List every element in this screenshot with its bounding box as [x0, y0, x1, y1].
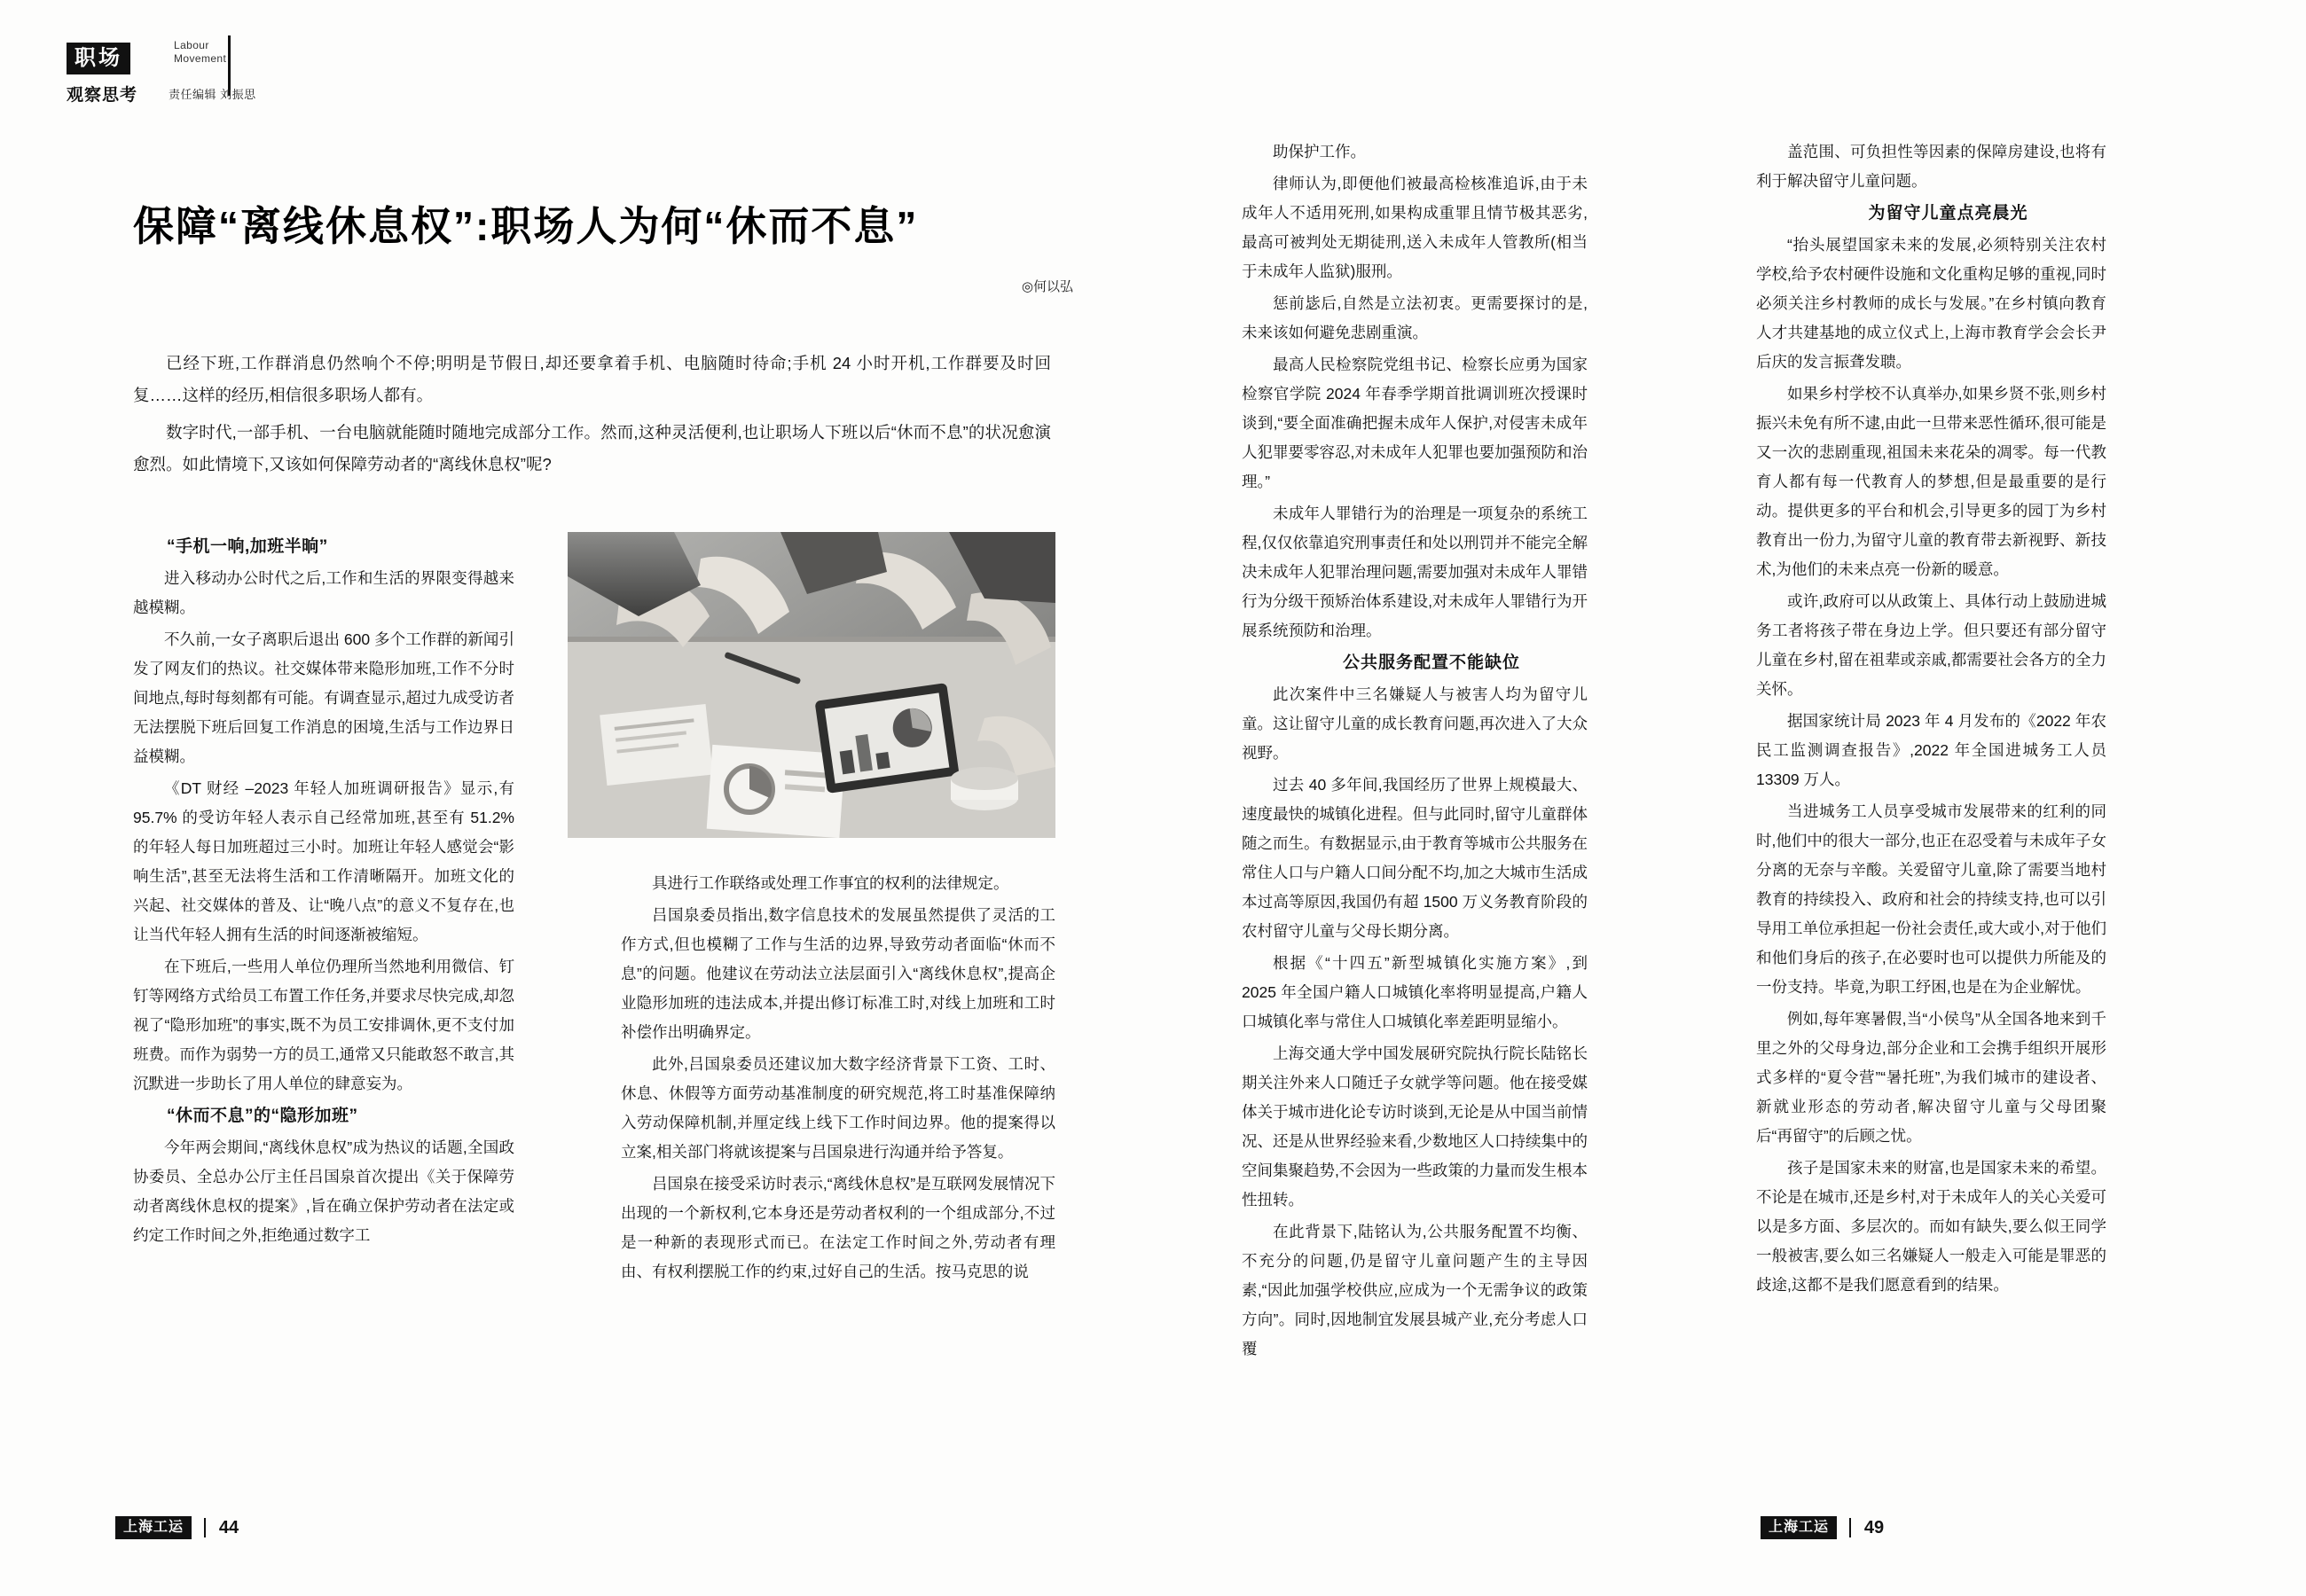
section-tag [67, 43, 130, 74]
body-paragraph: 上海交通大学中国发展研究院执行院长陆铭长期关注外来人口随迁子女就学等问题。他在接受媒体关于城市进化论专访时谈到,无论是从中国当前情况、还是从世界经验来看,少数地区人口持续集中的空间集聚趋势,不会因为一些政策的力量而发生根本性扭转。 [1242, 1044, 1588, 1209]
left-column-1 [133, 532, 514, 1253]
left-column-2 [621, 869, 1055, 1289]
body-paragraph: 当进城务工人员享受城市发展带来的红利的同时,他们中的很大一部分,也正在忍受着与未成年子女分离的无奈与辛酸。关爱留守儿童,除了需要当地村教育的持续投入、政府和社会的持续支持,也可以引导用工单位承担起一份社会责任,或大或小,对于他们和他们身后的孩子,在必要时也可以提供力所能及的一份支持。毕竟,为职工纾困,也是在为企业解忧。 [1756, 802, 2106, 996]
lead-paragraphs [133, 348, 1051, 486]
footer-divider [204, 1518, 206, 1537]
publication-logo: 上海工运 [115, 1516, 192, 1539]
body-paragraph: 盖范围、可负担性等因素的保障房建设,也将有利于解决留守儿童问题。 [1756, 143, 2106, 190]
body-paragraph: 具进行工作联络或处理工作事宜的权利的法律规定。 [652, 874, 1009, 892]
body-paragraph: 此外,吕国泉委员还建议加大数字经济背景下工资、工时、休息、休假等方面劳动基准制度的研究规范,将工时基准保障纳入劳动保障机制,并厘定线上线下工作时间边界。他的提案得以立案,相关部门将就该提案与吕国泉进行沟通并给予答复。 [621, 1055, 1055, 1161]
page-number: 44 [218, 1517, 239, 1537]
body-paragraph: 或许,政府可以从政策上、具体行动上鼓励进城务工者将孩子带在身边上学。但只要还有部分留守儿童在乡村,留在祖辈或亲戚,都需要社会各方的全力关怀。 [1756, 592, 2106, 698]
footer-left [115, 1516, 239, 1543]
section-tag-english [174, 39, 226, 66]
body-paragraph: 不久前,一女子离职后退出 600 多个工作群的新闻引发了网友们的热议。社交媒体带来隐形加班,工作不分时间地点,每时每刻都有可能。有调查显示,超过九成受访者无法摆脱下班后回复工作消息的困境,生活与工作边界日益模糊。 [133, 630, 514, 765]
section-tag-label: 职场 [75, 46, 122, 70]
footer-right [1761, 1516, 1884, 1543]
article-photo [568, 532, 1055, 838]
body-paragraph: 吕国泉委员指出,数字信息技术的发展虽然提供了灵活的工作方式,但也模糊了工作与生活的边界,导致劳动者面临“休而不息”的问题。他建议在劳动法立法层面引入“离线休息权”,提高企业隐形加班的违法成本,并提出修订标准工时,对线上加班和工时补偿作出明确界定。 [621, 906, 1055, 1041]
body-paragraph: 未成年人罪错行为的治理是一项复杂的系统工程,仅仅依靠追究刑事责任和处以刑罚并不能完全解决未成年人犯罪治理问题,需要加强对未成年人罪错行为分级干预矫治体系建设,对未成年人罪错行为开展系统预防和治理。 [1242, 505, 1588, 639]
section-tag-english-line1: Labour [174, 39, 209, 51]
subheading: 为留守儿童点亮晨光 [1868, 204, 2028, 223]
body-paragraph: 助保护工作。 [1273, 143, 1366, 160]
page-number: 49 [1863, 1517, 1885, 1537]
subheading: “手机一响,加班半晌” [167, 537, 328, 556]
section-subtitle: 观察思考 [67, 86, 138, 105]
body-paragraph: 孩子是国家未来的财富,也是国家未来的希望。不论是在城市,还是乡村,对于未成年人的关心关爱可以是多方面、多层次的。而如有缺失,要么似王同学一般被害,要么如三名嫌疑人一般走入可能是罪恶的歧途,这都不是我们愿意看到的结果。 [1756, 1159, 2106, 1294]
footer-divider [1849, 1518, 1851, 1537]
body-paragraph: 吕国泉在接受采访时表示,“离线休息权”是互联网发展情况下出现的一个新权利,它本身还是劳动者权利的一个组成部分,不过是一种新的表现形式而已。在法定工作时间之外,劳动者有理由、有权利摆脱工作的约束,过好自己的生活。按马克思的说 [621, 1175, 1055, 1280]
body-paragraph: 例如,每年寒暑假,当“小侯鸟”从全国各地来到千里之外的父母身边,部分企业和工会携手组织开展形式多样的“夏令营”“暑托班”,为我们城市的建设者、新就业形态的劳动者,解决留守儿童与父母团聚后“再留守”的后顾之忧。 [1756, 1010, 2106, 1145]
body-paragraph: 今年两会期间,“离线休息权”成为热议的话题,全国政协委员、全总办公厅主任吕国泉首次提出《关于保障劳动者离线休息权的提案》,旨在确立保护劳动者在法定或约定工作时间之外,拒绝通过数字工 [133, 1138, 514, 1244]
body-paragraph: 进入移动办公时代之后,工作和生活的界限变得越来越模糊。 [133, 569, 514, 616]
body-paragraph: 《DT 财经 –2023 年轻人加班调研报告》显示,有 95.7% 的受访年轻人表示自己经常加班,甚至有 51.2% 的年轻人每日加班超过三小时。加班让年轻人感觉会“影响生活”,甚至无法将生活和工作清晰隔开。加班文化的兴起、社交媒体的普及、让“晚八点”的意义不复存在,也让当代年轻人拥有生活的时间逐渐被缩短。 [133, 779, 514, 943]
body-paragraph: “抬头展望国家未来的发展,必须特别关注农村学校,给予农村硬件设施和文化重构足够的重视,同时必须关注乡村教师的成长与发展。”在乡村镇向教育人才共建基地的成立仪式上,上海市教育学会会长尹后庆的发言振聋发聩。 [1756, 236, 2106, 371]
body-paragraph: 此次案件中三名嫌疑人与被害人均为留守儿童。这让留守儿童的成长教育问题,再次进入了大众视野。 [1242, 685, 1588, 762]
right-column-2 [1756, 137, 2106, 1303]
body-paragraph: 根据《“十四五”新型城镇化实施方案》,到 2025 年全国户籍人口城镇化率将明显提高,户籍人口城镇化率与常住人口城镇化率差距明显缩小。 [1242, 954, 1588, 1030]
body-paragraph: 在此背景下,陆铭认为,公共服务配置不均衡、不充分的问题,仍是留守儿童问题产生的主导因素,“因此加强学校供应,应成为一个无需争议的政策方向”。同时,因地制宜发展县城产业,充分考虑人口覆 [1242, 1223, 1588, 1357]
body-paragraph: 过去 40 多年间,我国经历了世界上规模最大、速度最快的城镇化进程。但与此同时,留守儿童群体随之而生。有数据显示,由于教育等城市公共服务在常住人口与户籍人口间分配不均,加之大城市生活成本过高等原因,我国仍有超 1500 万义务教育阶段的农村留守儿童与父母长期分离。 [1242, 776, 1588, 940]
body-paragraph: 在下班后,一些用人单位仍理所当然地利用微信、钉钉等网络方式给员工布置工作任务,并要求尽快完成,却忽视了“隐形加班”的事实,既不为员工安排调休,更不支付加班费。而作为弱势一方的员工,通常又只能敢怒不敢言,其沉默进一步助长了用人单位的肆意妄为。 [133, 958, 514, 1092]
subheading: “休而不息”的“隐形加班” [167, 1107, 358, 1125]
body-paragraph: 律师认为,即便他们被最高检核准追诉,由于未成年人不适用死刑,如果构成重罪且情节极其恶劣,最高可被判处无期徒刑,送入未成年人管教所(相当于未成年人监狱)服刑。 [1242, 175, 1588, 280]
byline: ◎何以弘 [1021, 279, 1073, 294]
right-column-1 [1242, 137, 1588, 1366]
publication-logo: 上海工运 [1761, 1516, 1837, 1539]
photo-illustration [568, 532, 1055, 838]
editor-credit: 责任编辑 刘振思 [169, 88, 256, 101]
body-paragraph: 最高人民检察院党组书记、检察长应勇为国家检察官学院 2024 年春季学期首批调训班次授课时谈到,“要全面准确把握未成年人保护,对侵害未成年人犯罪要零容忍,对未成年人犯罪也要加强预防和治理。” [1242, 356, 1588, 490]
page-title: 保障“离线休息权”:职场人为何“休而不息” [133, 203, 919, 249]
lead-paragraph: 已经下班,工作群消息仍然响个不停;明明是节假日,却还要拿着手机、电脑随时待命;手机 24 小时开机,工作群要及时回复……这样的经历,相信很多职场人都有。 [133, 354, 1051, 404]
body-paragraph: 如果乡村学校不认真举办,如果乡贤不张,则乡村振兴未免有所不逮,由此一旦带来恶性循环,很可能是又一次的悲剧重现,祖国未来花朵的凋零。每一代教育人都有每一代教育人的梦想,但是最重要的是行动。提供更多的平台和机会,引导更多的园丁为乡村教育出一份力,为留守儿童的教育带去新视野、新技术,为他们的未来点亮一份新的暖意。 [1756, 385, 2106, 578]
subheading: 公共服务配置不能缺位 [1342, 653, 1520, 672]
body-paragraph: 惩前毖后,自然是立法初衷。更需要探讨的是,未来该如何避免悲剧重演。 [1242, 294, 1588, 341]
lead-paragraph: 数字时代,一部手机、一台电脑就能随时随地完成部分工作。然而,这种灵活便利,也让职场人下班以后“休而不息”的状况愈演愈烈。如此情境下,又该如何保障劳动者的“离线休息权”呢? [133, 423, 1051, 473]
body-paragraph: 据国家统计局 2023 年 4 月发布的《2022 年农民工监测调查报告》,2022 年全国进城务工人员 13309 万人。 [1756, 712, 2106, 788]
section-tag-english-line2: Movement [174, 52, 227, 65]
